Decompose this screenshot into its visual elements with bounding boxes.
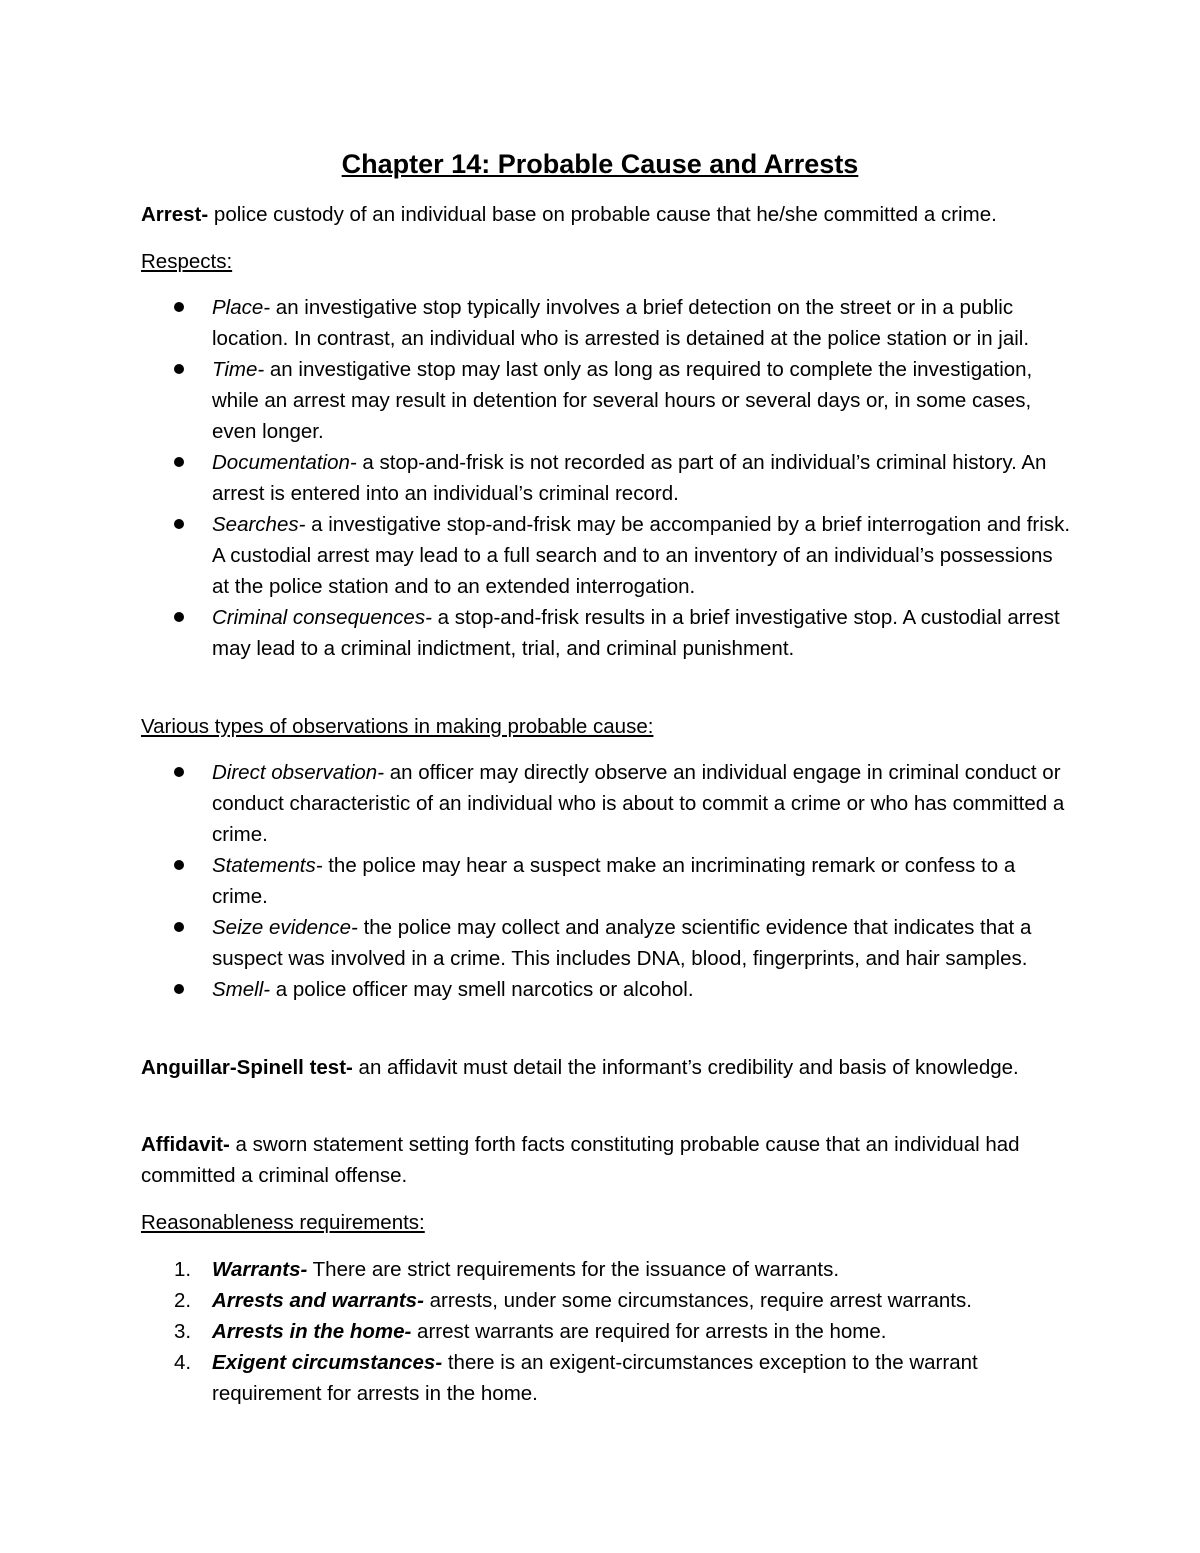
list-item-term: Exigent circumstances- [212,1351,443,1374]
list-item-term: Time- [212,358,265,381]
list-item-number: 2. [174,1289,192,1312]
list-item-text: arrests, under some circumstances, require arrest warrants. [423,1289,972,1312]
list-item-text: arrest warrants are required for arrests in the home. [411,1320,887,1343]
list-item [141,912,1071,974]
list-item [141,292,1071,354]
list-item-text: an investigative stop may last only as long as required to complete the investigation, while an arrest may result in detention for several hours or several days or, in some cases, even longer. [212,358,1033,443]
arrest-term: Arrest- [141,203,209,226]
list-item-text: the police may collect and analyze scientific evidence that indicates that a suspect was involved in a crime. This includes DNA, blood, fingerprints, and hair samples. [212,916,1032,970]
list-item [141,602,1071,664]
list-item-text: an officer may directly observe an individual engage in criminal conduct or conduct characteristic of an individual who is about to commit a crime or who has committed a crime. [212,761,1065,846]
list-item-term: Place- [212,296,271,319]
list-item-term: Criminal consequences- [212,606,432,629]
anguillar-term: Anguillar-Spinell test- [141,1056,353,1079]
bullet-icon [174,612,184,622]
respects-heading: Respects: [141,250,233,273]
page-title: Chapter 14: Probable Cause and Arrests [341,149,859,179]
bullet-icon [174,860,184,870]
list-item [141,850,1071,912]
list-item [141,447,1071,509]
arrest-definition [141,199,1061,230]
list-item-number: 4. [174,1351,192,1374]
list-item [141,1285,1071,1316]
reasonableness-list [141,1254,1071,1409]
affidavit-term: Affidavit- [141,1133,230,1156]
arrest-text: police custody of an individual base on probable cause that he/she committed a crime. [208,203,997,226]
list-item-term: Warrants- [212,1258,308,1281]
list-item-term: Direct observation- [212,761,385,784]
list-item-term: Smell- [212,978,271,1001]
list-item-text: a investigative stop-and-frisk may be accompanied by a brief interrogation and frisk. A custodial arrest may lead to a full search and to an inventory of an individual’s possessions at the police station and to an extended interrogation. [212,513,1071,598]
list-item [141,1254,1071,1285]
list-item-text: a stop-and-frisk results in a brief investigative stop. A custodial arrest may lead to a criminal indictment, trial, and criminal punishment. [212,606,1060,660]
list-item-text: an investigative stop typically involves a brief detection on the street or in a public location. In contrast, an individual who is arrested is detained at the police station or in jail. [212,296,1030,350]
observations-list [141,757,1071,1005]
list-item-term: Statements- [212,854,323,877]
list-item-text: there is an exigent-circumstances exception to the warrant requirement for arrests in the home. [212,1351,978,1405]
list-item-text: a police officer may smell narcotics or alcohol. [270,978,694,1001]
bullet-icon [174,302,184,312]
list-item-term: Documentation- [212,451,357,474]
anguillar-text: an affidavit must detail the informant’s credibility and basis of knowledge. [352,1056,1019,1079]
bullet-icon [174,984,184,994]
bullet-icon [174,364,184,374]
list-item [141,974,1071,1005]
affidavit-text: a sworn statement setting forth facts constituting probable cause that an individual had committed a criminal offense. [141,1133,1020,1187]
respects-list [141,292,1071,664]
observations-heading: Various types of observations in making probable cause: [141,715,654,738]
affidavit-definition [141,1129,1061,1191]
bullet-icon [174,767,184,777]
list-item-text: the police may hear a suspect make an incriminating remark or confess to a crime. [212,854,1016,908]
list-item-term: Seize evidence- [212,916,358,939]
list-item-text: a stop-and-frisk is not recorded as part of an individual’s criminal history. An arrest is entered into an individual’s criminal record. [212,451,1047,505]
list-item-term: Searches- [212,513,306,536]
list-item [141,1347,1071,1409]
bullet-icon [174,519,184,529]
list-item [141,1316,1071,1347]
list-item [141,354,1071,447]
list-item-term: Arrests and warrants- [212,1289,424,1312]
bullet-icon [174,922,184,932]
list-item-text: There are strict requirements for the issuance of warrants. [307,1258,840,1281]
reasonableness-heading: Reasonableness requirements: [141,1211,425,1234]
list-item [141,757,1071,850]
list-item-number: 1. [174,1258,192,1281]
list-item [141,509,1071,602]
list-item-number: 3. [174,1320,192,1343]
list-item-term: Arrests in the home- [212,1320,412,1343]
anguillar-definition [141,1052,1061,1083]
bullet-icon [174,457,184,467]
